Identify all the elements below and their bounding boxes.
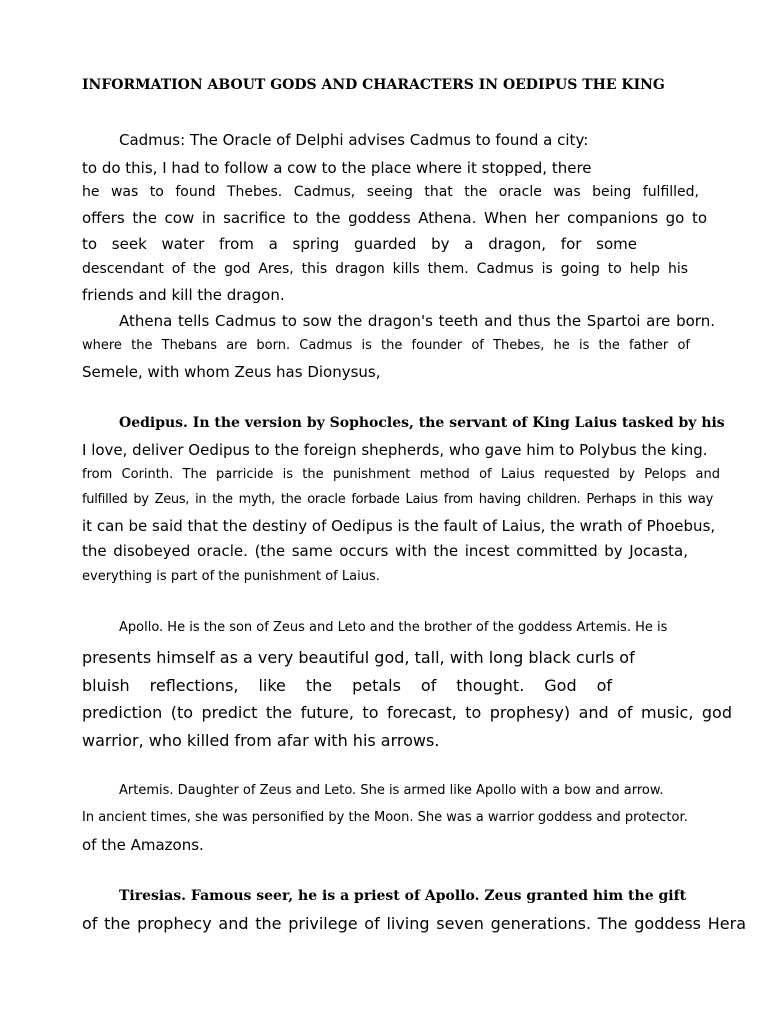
text-line: where the Thebans are born. Cadmus is the founder of Thebes, he is the father of	[82, 338, 690, 353]
text-line: friends and kill the dragon.	[82, 286, 285, 304]
text-line: from Corinth. The parricide is the punishment method of Laius requested by Pelops and	[82, 467, 720, 482]
text-line: In ancient times, she was personified by the Moon. She was a warrior goddess and protector.	[82, 810, 688, 825]
text-line: Semele, with whom Zeus has Dionysus,	[82, 363, 381, 381]
section-heading-artemis: Artemis. Daughter of Zeus and Leto. She is armed like Apollo with a bow and arrow.	[119, 783, 664, 798]
text-line: prediction (to predict the future, to forecast, to prophesy) and of music, god	[82, 703, 732, 722]
text-line: offers the cow in sacrifice to the goddess Athena. When her companions go to	[82, 209, 707, 227]
text-line: to do this, I had to follow a cow to the place where it stopped, there	[82, 159, 592, 177]
text-line: it can be said that the destiny of Oedipus is the fault of Laius, the wrath of Phoebus,	[82, 517, 716, 535]
text-line: of the Amazons.	[82, 836, 204, 854]
section-heading-oedipus: Oedipus. In the version by Sophocles, the servant of King Laius tasked by his	[119, 415, 725, 431]
text-line: he was to found Thebes. Cadmus, seeing that the oracle was being fulfilled,	[82, 184, 699, 200]
document-title: INFORMATION ABOUT GODS AND CHARACTERS IN OEDIPUS THE KING	[82, 77, 665, 93]
text-line: to seek water from a spring guarded by a dragon, for some	[82, 235, 637, 253]
section-heading-apollo: Apollo. He is the son of Zeus and Leto and the brother of the goddess Artemis. He is	[119, 620, 668, 635]
text-line: everything is part of the punishment of Laius.	[82, 569, 380, 584]
text-line: the disobeyed oracle. (the same occurs with the incest committed by Jocasta,	[82, 542, 688, 560]
text-line: presents himself as a very beautiful god, tall, with long black curls of	[82, 648, 635, 667]
section-heading-tiresias: Tiresias. Famous seer, he is a priest of Apollo. Zeus granted him the gift	[119, 888, 687, 904]
text-line: warrior, who killed from afar with his arrows.	[82, 731, 440, 750]
text-line: fulfilled by Zeus, in the myth, the oracle forbade Laius from having children. Perhaps in this way	[82, 492, 713, 507]
text-line: of the prophecy and the privilege of living seven generations. The goddess Hera	[82, 914, 746, 933]
text-line: I love, deliver Oedipus to the foreign shepherds, who gave him to Polybus the king.	[82, 441, 708, 459]
text-line: descendant of the god Ares, this dragon kills them. Cadmus is going to help his	[82, 261, 688, 277]
text-line: Athena tells Cadmus to sow the dragon's teeth and thus the Spartoi are born.	[119, 312, 715, 330]
text-line: Cadmus: The Oracle of Delphi advises Cadmus to found a city:	[119, 131, 589, 149]
text-line: bluish reflections, like the petals of thought. God of	[82, 676, 612, 695]
